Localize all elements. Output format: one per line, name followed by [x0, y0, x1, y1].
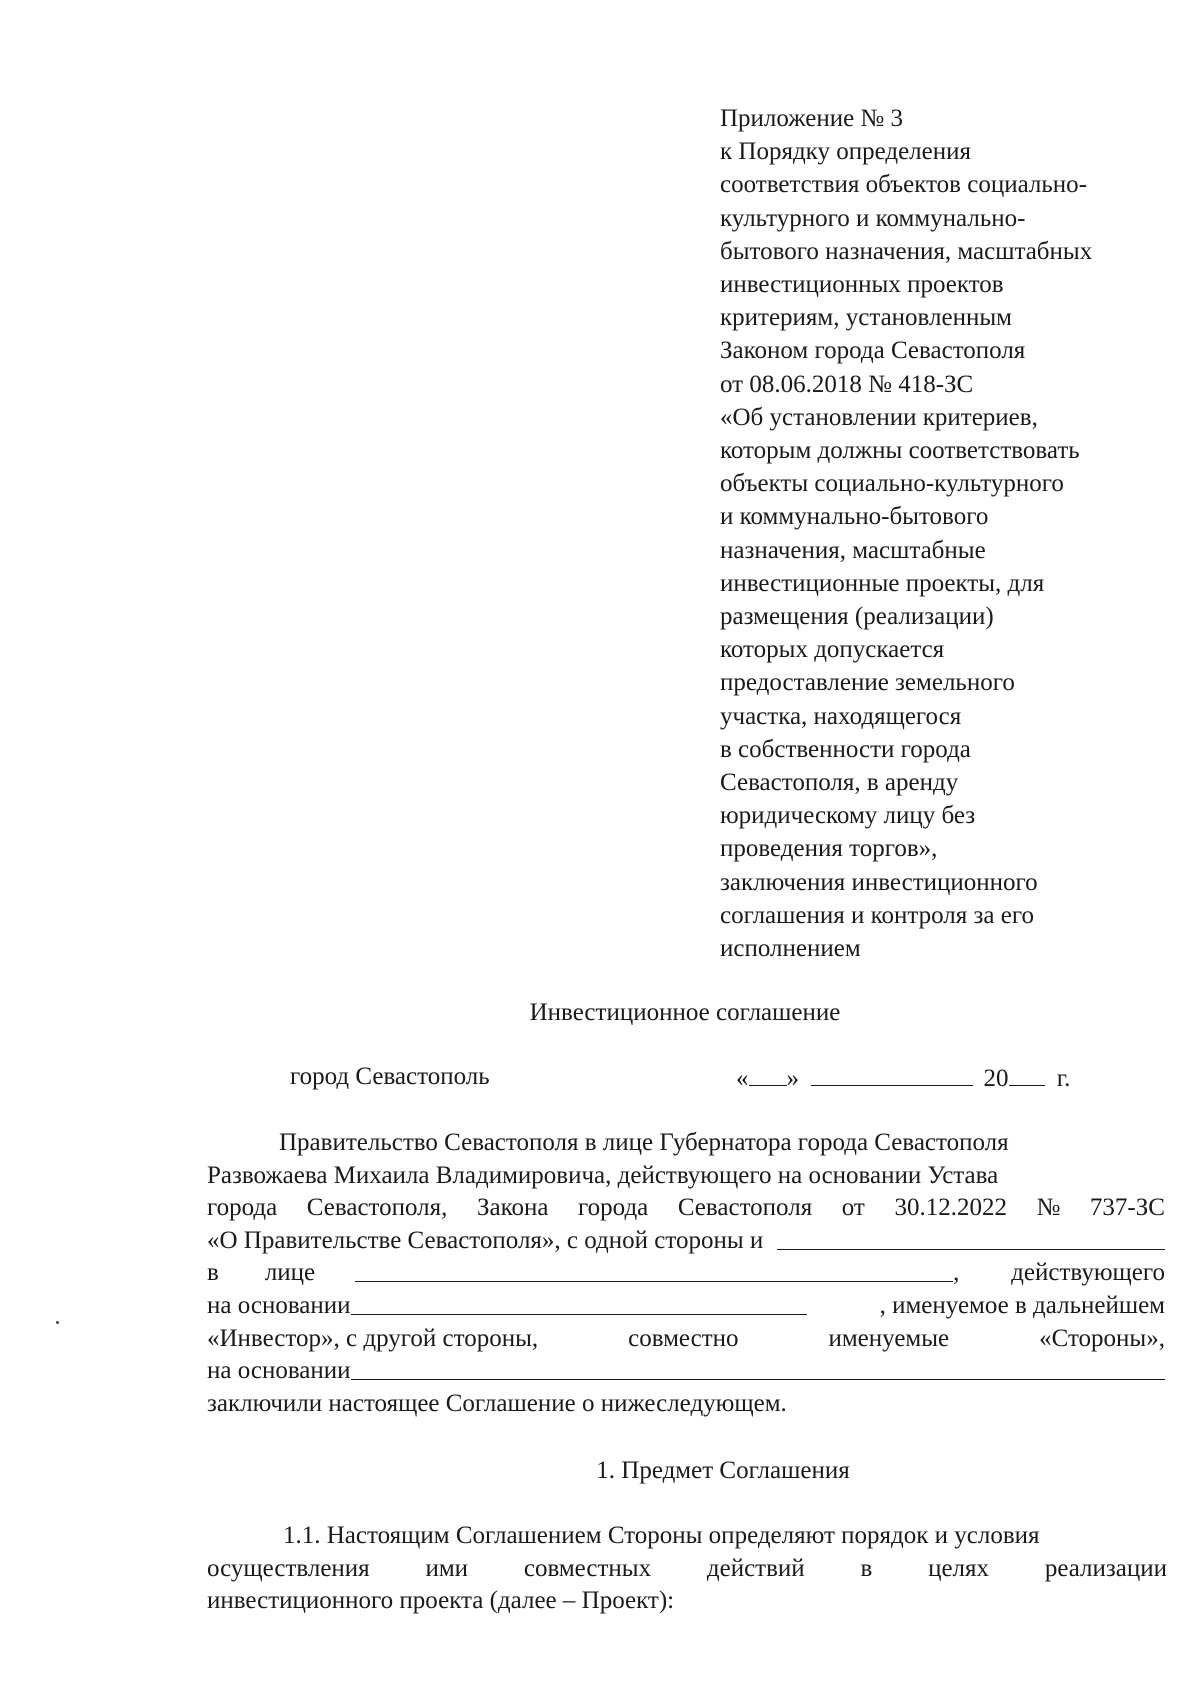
party-name-blank — [777, 1225, 1165, 1250]
preamble-text: в — [207, 1259, 219, 1287]
representative-blank — [355, 1257, 953, 1282]
appendix-line: инвестиционных проектов — [720, 271, 1004, 299]
word: «Стороны», — [1039, 1324, 1165, 1352]
word: «Инвестор», с другой стороны, — [207, 1324, 539, 1352]
preamble-line: Развожаева Михаила Владимировича, действующего на основании Устава — [207, 1161, 999, 1189]
preamble-text: на основании — [207, 1291, 351, 1319]
close-quote: » — [786, 1065, 799, 1092]
preamble-text: действующего — [1011, 1259, 1165, 1287]
preamble-line — [207, 1257, 1165, 1290]
appendix-line: объекты социально-культурного — [720, 470, 1064, 498]
appendix-line: заключения инвестиционного — [720, 868, 1038, 896]
preamble-line-justified — [207, 1323, 1165, 1356]
appendix-header — [720, 102, 1180, 965]
basis-blank-2 — [351, 1355, 1165, 1380]
appendix-line: Законом города Севастополя — [720, 337, 1026, 365]
word: действий — [706, 1554, 805, 1582]
word: именуемые — [828, 1324, 950, 1352]
word: реализации — [1044, 1554, 1167, 1582]
word: от — [841, 1194, 865, 1222]
word: № — [1036, 1194, 1061, 1222]
word: совместных — [523, 1554, 652, 1582]
preamble-line — [207, 1225, 1165, 1258]
year-prefix: 20 — [983, 1065, 1009, 1092]
appendix-line: исполнением — [720, 935, 861, 963]
place-date-line — [0, 1063, 1200, 1099]
word: целях — [928, 1554, 990, 1582]
year-blank — [1009, 1063, 1045, 1086]
appendix-line: и коммунально-бытового — [720, 503, 989, 531]
appendix-line: в собственности города — [720, 735, 971, 763]
appendix-line: соответствия объектов социально- — [720, 171, 1087, 199]
basis-blank — [351, 1290, 807, 1315]
word: в — [860, 1554, 873, 1582]
preamble-text: лице — [264, 1259, 316, 1287]
scan-speck — [56, 1321, 59, 1324]
appendix-line: предоставление земельного — [720, 669, 1015, 697]
word: ими — [425, 1554, 469, 1582]
appendix-line: бытового назначения, масштабных — [720, 237, 1093, 265]
preamble-line — [207, 1290, 1165, 1323]
preamble-line-justified — [207, 1192, 1165, 1225]
date-field — [736, 1063, 1070, 1093]
day-blank — [749, 1063, 787, 1086]
word: совместно — [628, 1324, 739, 1352]
word: Закона — [476, 1194, 549, 1222]
year-suffix: г. — [1056, 1065, 1071, 1092]
preamble-text: на основании — [207, 1357, 351, 1385]
appendix-line: участка, находящегося — [720, 702, 962, 730]
preamble-line — [207, 1355, 1165, 1388]
section-title: 1. Предмет Соглашения — [596, 1457, 850, 1484]
section-line-justified — [207, 1553, 1167, 1586]
appendix-line: от 08.06.2018 № 418-ЗС — [720, 370, 974, 398]
city-label: город Севастополь — [290, 1063, 490, 1090]
section-line: инвестиционного проекта (далее – Проект): — [207, 1587, 675, 1615]
open-quote: « — [736, 1065, 749, 1092]
word: города — [207, 1194, 278, 1222]
word: Севастополя, — [306, 1194, 448, 1222]
appendix-line: Приложение № 3 — [720, 105, 904, 132]
appendix-line: инвестиционные проекты, для — [720, 569, 1045, 597]
appendix-line: к Порядку определения — [720, 138, 972, 166]
word: 30.12.2022 — [894, 1194, 1007, 1222]
appendix-line: культурного и коммунально- — [720, 204, 1026, 232]
word: Севастополя — [677, 1194, 813, 1222]
section-paragraph — [207, 1520, 1167, 1618]
appendix-line: которых допускается — [720, 636, 945, 664]
appendix-line: которым должны соответствовать — [720, 437, 1080, 465]
preamble-text: , именуемое в дальнейшем — [879, 1291, 1165, 1319]
document-title: Инвестиционное соглашение — [529, 999, 841, 1026]
appendix-line: критериям, установленным — [720, 304, 1012, 332]
appendix-line: «Об установлении критериев, — [720, 403, 1038, 431]
appendix-line: Севастополя, в аренду — [720, 769, 959, 797]
preamble-text: , — [953, 1259, 960, 1287]
preamble-text: «О Правительстве Севастополя», с одной стороны и — [207, 1226, 764, 1254]
section-line: 1.1. Настоящим Соглашением Стороны определяют порядок и условия — [283, 1522, 1040, 1549]
preamble-line: Правительство Севастополя в лице Губернатора города Севастополя — [279, 1129, 1009, 1156]
appendix-line: юридическому лицу без — [720, 802, 976, 830]
word: осуществления — [207, 1554, 370, 1582]
appendix-line: соглашения и контроля за его — [720, 901, 1034, 929]
appendix-line: назначения, масштабные — [720, 536, 986, 564]
preamble-paragraph — [207, 1127, 1165, 1420]
appendix-line: проведения торгов», — [720, 835, 938, 863]
preamble-line: заключили настоящее Соглашение о нижеследующем. — [207, 1389, 787, 1417]
appendix-line: размещения (реализации) — [720, 603, 994, 631]
month-blank — [811, 1063, 973, 1086]
word: 737-ЗС — [1089, 1194, 1165, 1222]
word: города — [578, 1194, 649, 1222]
